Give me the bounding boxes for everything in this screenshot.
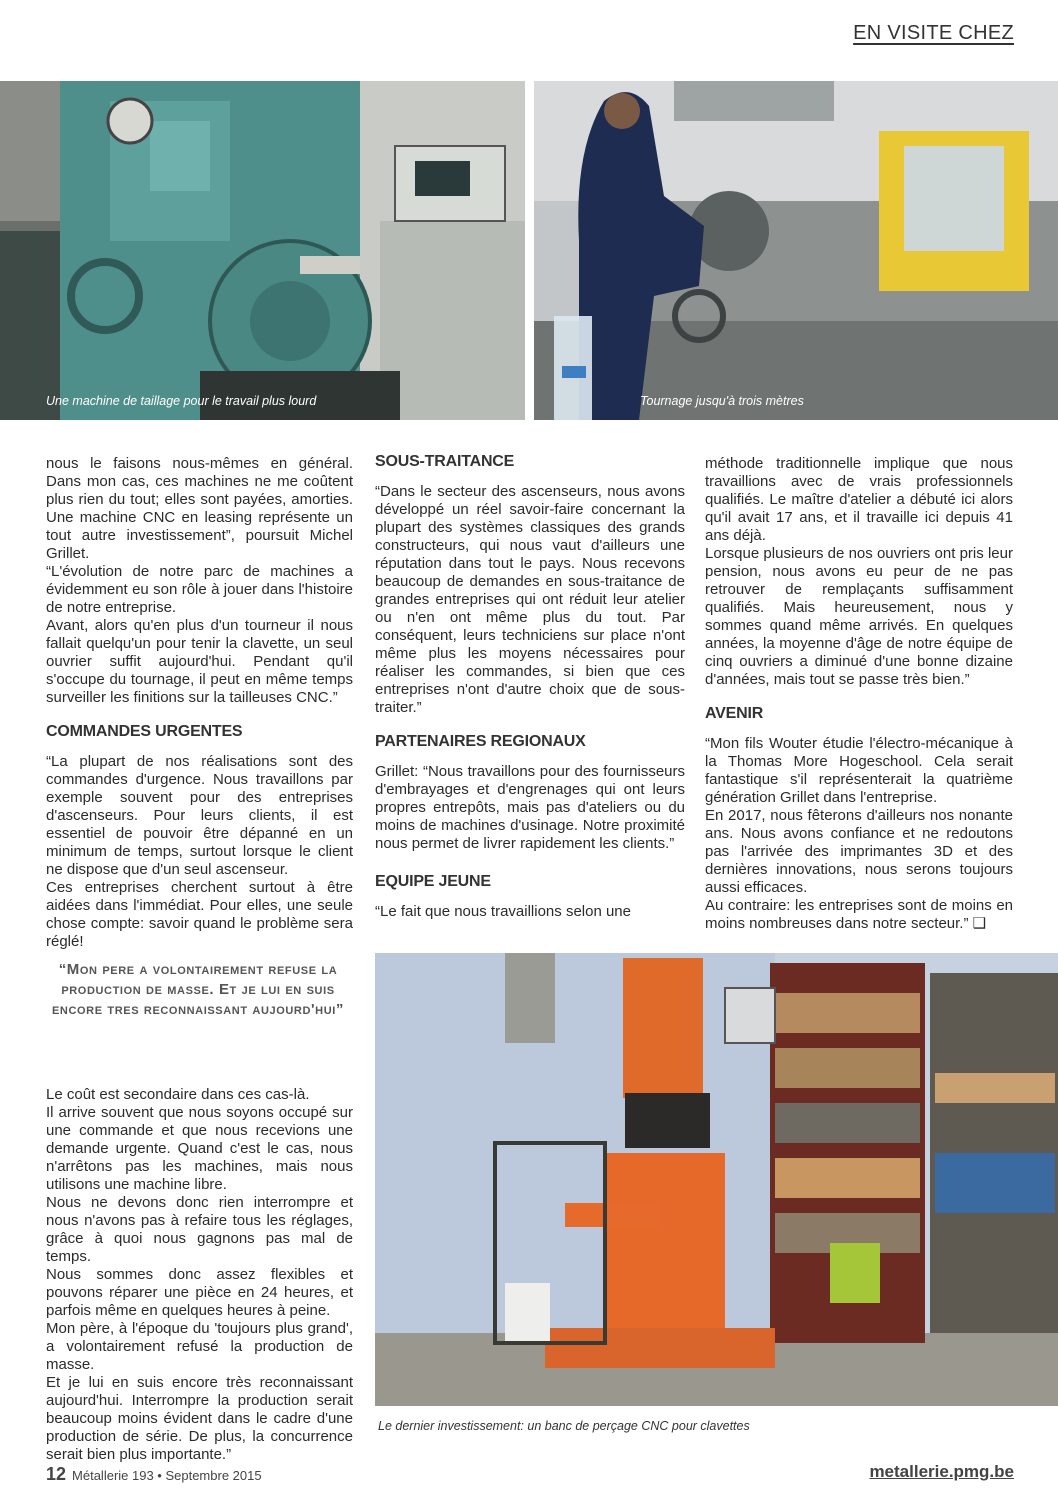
paragraph-text: Au contraire: les entreprises sont de moins en moins nombreuses dans notre secteur.” (705, 897, 1013, 932)
column-2 (375, 453, 685, 921)
heading-partenaires-regionaux: PARTENAIRES REGIONAUX (375, 733, 586, 750)
photo-cnc-drilling-bench (375, 953, 1058, 1406)
paragraph: Mon père, à l'époque du 'toujours plus grand', a volontairement refusé la production de masse. (46, 1320, 353, 1373)
paragraph: “La plupart de nos réalisations sont des commandes d'urgence. Nous travaillons par exemple souvent pour des entreprises d'ascenseurs. Pour leurs clients, il est essentiel de pouvoir être dépanné en un minimum de temps, surtout lorsque le client ne dispose que d'un seul ascenseur. (46, 753, 353, 878)
website-link[interactable]: metallerie.pmg.be (869, 1462, 1014, 1481)
column-1 (46, 455, 353, 951)
section-label: EN VISITE CHEZ (853, 22, 1014, 44)
issue-info: Métallerie 193 • Septembre 2015 (72, 1468, 262, 1483)
heading-equipe-jeune: EQUIPE JEUNE (375, 873, 491, 890)
paragraph: Il arrive souvent que nous soyons occupé sur une commande et que nous recevions une demande urgente. Quand c'est le cas, nous n'arrêtons pas les machines, mais nous utilisons une machine libre. (46, 1104, 353, 1193)
paragraph: nous le faisons nous-mêmes en général. Dans mon cas, ces machines ne me coûtent plus rien du tout; elles sont payées, amorties. Une machine CNC en leasing représente un tout autre investissement”, poursuit Michel Grillet. (46, 455, 353, 562)
heading-avenir: AVENIR (705, 705, 764, 722)
end-mark-icon: ❑ (972, 915, 987, 932)
pull-quote: “Mon pere a volontairement refuse la production de masse. Et je lui en suis encore tres reconnaissant aujourd'hui” (51, 961, 345, 1018)
page-number: 12 (46, 1464, 67, 1484)
paragraph: Avant, alors qu'en plus d'un tourneur il nous fallait quelqu'un pour tenir la clavette, un seul ouvrier suffit aujourd'hui. Pendant qu'il s'occupe du tournage, il peut en même temps surveiller les finitions sur la tailleuses CNC.” (46, 617, 353, 706)
column-3 (705, 455, 1013, 933)
paragraph: Et je lui en suis encore très reconnaissant aujourd'hui. Interrompre la production serait beaucoup moins évident dans le cadre d'une production de série. De plus, la concurrence serait bien plus importante.” (46, 1374, 353, 1463)
photo-caption: Tournage jusqu'à trois mètres (640, 394, 804, 408)
paragraph: En 2017, nous fêterons d'ailleurs nos nonante ans. Nous avons confiance et ne redoutons pas l'arrivée des imprimantes 3D et des dernières innovations, nous serons toujours aussi efficaces. (705, 807, 1013, 896)
paragraph: Lorsque plusieurs de nos ouvriers ont pris leur pension, nous avons eu peur de ne pas retrouver de remplaçants suffisamment qualifiés. Mais heureusement, nous y sommes quand même arrivés. En quelques années, la moyenne d'âge de notre équipe de cinq ouvriers a diminué d'une bonne dizaine d'années, mais tout se passe très bien.” (705, 545, 1013, 688)
heading-commandes-urgentes: COMMANDES URGENTES (46, 723, 243, 740)
paragraph: Nous ne devons donc rien interrompre et nous n'avons pas à refaire tous les réglages, grâce à quoi nous gagnons pas mal de temps. (46, 1194, 353, 1265)
paragraph: Le coût est secondaire dans ces cas-là. (46, 1086, 310, 1103)
paragraph (705, 897, 1013, 933)
photo-milling-machine (0, 81, 525, 420)
paragraph: “Dans le secteur des ascenseurs, nous avons développé un réel savoir-faire concernant la plupart des systèmes classiques des grands constructeurs, qui nous vaut d'ailleurs une réputation dans tout le pays. Nous recevons beaucoup de demandes en sous-traitance de grandes entreprises qui ont réduit leur atelier ou n'en ont même plus du tout. Par conséquent, leurs techniciens sur place n'ont même plus les moyens nécessaires pour réaliser les commandes, si bien que ces entreprises n'ont d'autre choix que de sous-traiter.” (375, 483, 685, 716)
footer-issue (46, 1464, 262, 1485)
paragraph: Grillet: “Nous travaillons pour des fournisseurs d'embrayages et d'engrenages qui ont leurs propres entrepôts, mais pas d'ateliers ou du moins de machines d'usinage. Notre proximité nous permet de livrer rapidement les clients.” (375, 763, 685, 852)
photo-lathe (534, 81, 1058, 420)
photo-caption: Le dernier investissement: un banc de perçage CNC pour clavettes (378, 1419, 750, 1433)
paragraph: “Mon fils Wouter étudie l'électro-mécanique à la Thomas More Hogeschool. Cela serait fantastique s'il représenterait la quatrième génération Grillet dans l'entreprise. (705, 735, 1013, 806)
paragraph: Nous sommes donc assez flexibles et pouvons réparer une pièce en 24 heures, et parfois même en quelques heures à peine. (46, 1266, 353, 1319)
photo-caption: Une machine de taillage pour le travail plus lourd (46, 394, 317, 408)
column-1-continued (46, 1086, 353, 1464)
heading-sous-traitance: SOUS-TRAITANCE (375, 453, 515, 470)
paragraph: “Le fait que nous travaillions selon une (375, 903, 631, 920)
paragraph: Ces entreprises cherchent surtout à être aidées dans l'immédiat. Pour elles, une seule chose compte: savoir quand le problème sera réglé! (46, 879, 353, 950)
paragraph: “L'évolution de notre parc de machines a évidemment eu son rôle à jouer dans l'histoire de notre entreprise. (46, 563, 353, 616)
paragraph: méthode traditionnelle implique que nous travaillions avec de vrais professionnels qualifiés. Le maître d'atelier a débuté ici alors qu'il avait 17 ans, et il travaille ici depuis 41 ans déjà. (705, 455, 1013, 544)
